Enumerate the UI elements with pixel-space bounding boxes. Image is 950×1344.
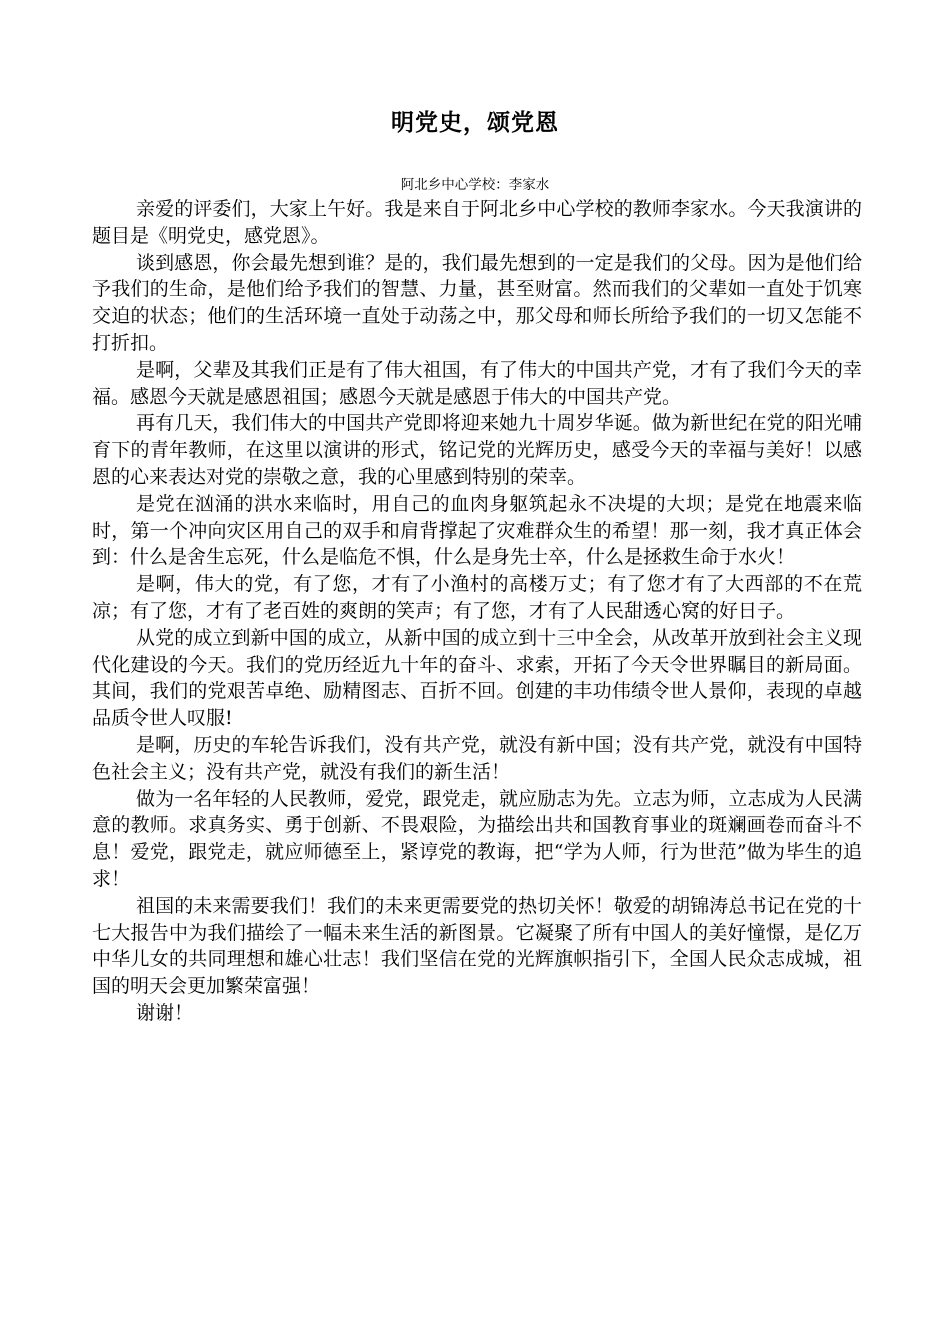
paragraph: 是党在汹涌的洪水来临时，用自己的血肉身躯筑起永不决堤的大坝；是党在地震来临时，第一个冲向灾区用自己的双手和肩背撑起了灾难群众生的希望！那一刻，我才真正体会到：什么是舍生忘死，什么是临危不惧，什么是身先士卒，什么是拯救生命于水火！ bbox=[92, 492, 862, 569]
paragraph: 做为一名年轻的人民教师，爱党，跟党走，就应励志为先。立志为师，立志成为人民满意的教师。求真务实、勇于创新、不畏艰险，为描绘出共和国教育事业的斑斓画卷而奋斗不息！爱党，跟党走，就应师德至上，紧谆党的教诲，把“学为人师，行为世范”做为毕生的追求！ bbox=[92, 787, 862, 890]
paragraph: 是啊，伟大的党，有了您，才有了小渔村的高楼万丈；有了您才有了大西部的不在荒凉；有了您，才有了老百姓的爽朗的笑声；有了您，才有了人民甜透心窝的好日子。 bbox=[92, 573, 862, 622]
paragraph: 是啊，历史的车轮告诉我们，没有共产党，就没有新中国；没有共产党，就没有中国特色社会主义；没有共产党，就没有我们的新生活！ bbox=[92, 733, 862, 783]
closing-paragraph: 谢谢！ bbox=[136, 1001, 194, 1024]
author-byline: 阿北乡中心学校：李家水 bbox=[400, 177, 550, 193]
paragraph: 从党的成立到新中国的成立，从新中国的成立到十三中全会，从改革开放到社会主义现代化建设的今天。我们的党历经近九十年的奋斗、求索，开拓了今天令世界瞩目的新局面。其间，我们的党艰苦卓绝、励精图志、百折不回。创建的丰功伟绩令世人景仰，表现的卓越品质令世人叹服! bbox=[92, 626, 862, 730]
speech-body bbox=[92, 196, 862, 1027]
page-title: 明党史，颂党恩 bbox=[391, 109, 559, 136]
paragraph: 亲爱的评委们，大家上午好。我是来自于阿北乡中心学校的教师李家水。今天我演讲的题目是《明党史，感党恩》。 bbox=[92, 198, 862, 247]
paragraph: 祖国的未来需要我们！我们的未来更需要党的热切关怀！敬爱的胡锦涛总书记在党的十七大报告中为我们描绘了一幅未来生活的新图景。它凝聚了所有中国人的美好憧憬，是亿万中华儿女的共同理想和雄心壮志！我们坚信在党的光辉旗帜指引下，全国人民众志成城，祖国的明天会更加繁荣富强！ bbox=[92, 894, 862, 998]
paragraph: 谈到感恩，你会最先想到谁？是的，我们最先想到的一定是我们的父母。因为是他们给予我们的生命，是他们给予我们的智慧、力量，甚至财富。然而我们的父辈如一直处于饥寒交迫的状态；他们的生活环境一直处于动荡之中，那父母和师长所给予我们的一切又怎能不打折扣。 bbox=[92, 251, 862, 354]
paragraph: 再有几天，我们伟大的中国共产党即将迎来她九十周岁华诞。做为新世纪在党的阳光哺育下的青年教师，在这里以演讲的形式，铭记党的光辉历史，感受今天的幸福与美好！以感恩的心来表达对党的崇敬之意，我的心里感到特别的荣幸。 bbox=[92, 412, 862, 488]
paragraph: 是啊，父辈及其我们正是有了伟大祖国，有了伟大的中国共产党，才有了我们今天的幸福。感恩今天就是感恩祖国；感恩今天就是感恩于伟大的中国共产党。 bbox=[92, 358, 862, 408]
